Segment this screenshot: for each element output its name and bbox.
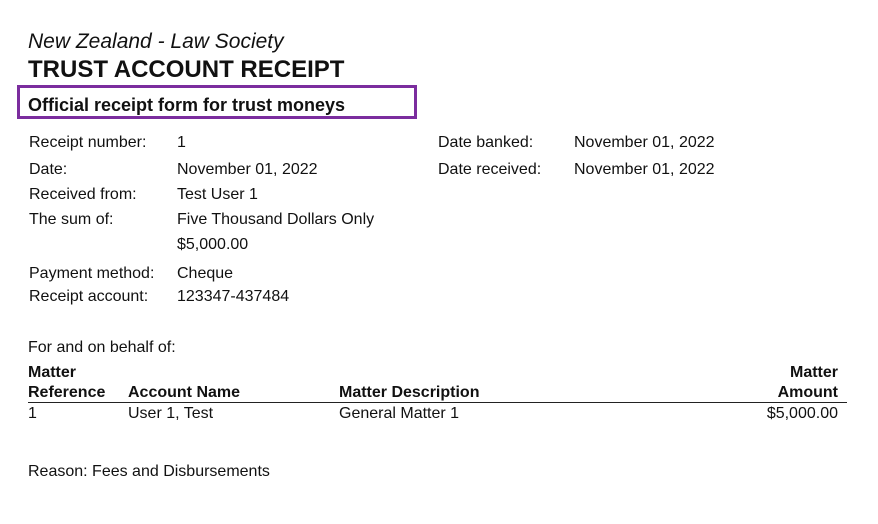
header-matter-description: Matter Description — [339, 384, 480, 401]
receipt-number-label: Receipt number: — [29, 134, 147, 151]
row-reference: 1 — [28, 405, 37, 422]
date-received-label: Date received: — [438, 161, 542, 178]
receipt-account-value: 123347-437484 — [177, 288, 290, 305]
receipt-number-value: 1 — [177, 134, 186, 151]
payment-method-label: Payment method: — [29, 265, 155, 282]
sum-amount-value: $5,000.00 — [177, 236, 249, 253]
society-name: New Zealand - Law Society — [28, 30, 284, 53]
header-matter-amount-line2: Amount — [777, 384, 838, 401]
date-value: November 01, 2022 — [177, 161, 318, 178]
date-banked-label: Date banked: — [438, 134, 534, 151]
header-matter-amount-line1: Matter — [789, 364, 838, 381]
header-account-name: Account Name — [128, 384, 241, 401]
header-matter-reference-line1: Matter — [28, 364, 77, 381]
received-from-label: Received from: — [29, 186, 137, 203]
date-label: Date: — [29, 161, 68, 178]
row-account-name: User 1, Test — [128, 405, 214, 422]
header-matter-reference-line2: Reference — [28, 384, 106, 401]
payment-method-value: Cheque — [177, 265, 234, 282]
table-header-rule — [28, 402, 847, 403]
reason-text: Reason: Fees and Disbursements — [28, 463, 270, 480]
sum-label: The sum of: — [29, 211, 114, 228]
receipt-subtitle: Official receipt form for trust moneys — [28, 95, 346, 115]
receipt-account-label: Receipt account: — [29, 288, 149, 305]
received-from-value: Test User 1 — [177, 186, 258, 203]
row-description: General Matter 1 — [339, 405, 460, 422]
sum-words-value: Five Thousand Dollars Only — [177, 211, 375, 228]
behalf-label: For and on behalf of: — [28, 339, 176, 356]
row-amount: $5,000.00 — [766, 405, 838, 422]
receipt-title: TRUST ACCOUNT RECEIPT — [28, 56, 345, 83]
date-received-value: November 01, 2022 — [574, 161, 715, 178]
date-banked-value: November 01, 2022 — [574, 134, 715, 151]
